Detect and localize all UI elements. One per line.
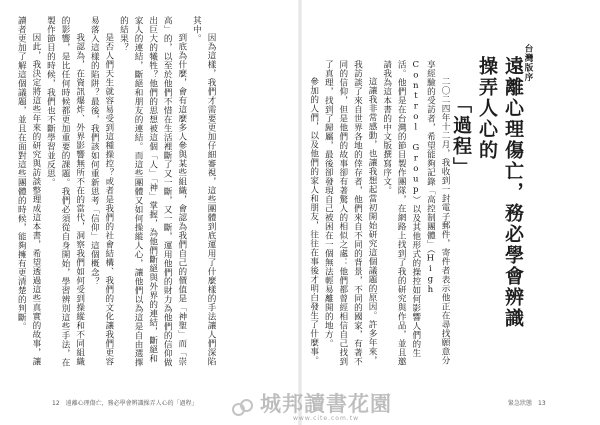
left-page-body: [16, 16, 218, 368]
watermark-url: www.cite.com.tw: [293, 415, 359, 422]
title-line-2: 「過程」: [450, 94, 472, 178]
right-paragraph: 參加的人們，以及他們的家人和朋友，往往在事後才明白發生了什麼事。: [308, 77, 319, 366]
left-paragraph: 我認為，在資訊爆炸、外界影響無所不在的當代，洞察我們如何受到操縱和不同組織的影響，是比任何時候都更加重要的課題。我們必須從自身開始，學習辨別這些手法，在製作節目的時候，我們也不斷學習並反思。: [45, 16, 85, 367]
watermark-text: [260, 394, 392, 422]
column-label: 台灣版序: [523, 44, 533, 82]
right-page-footer: 緊急狀態 13: [508, 400, 546, 407]
left-page-footer: 12 遠離心理傷亡，務必學會辨識操弄人心的「過程」: [52, 400, 198, 407]
article-title: [450, 56, 526, 346]
watermark: [232, 394, 392, 422]
left-paragraph: 因此，我決定將這些年來的研究與訪談整理成這本書，希望透過這些真實的故事，讓讀者更加了解這個議題，並且在面對這些團體的時候，能夠擁有更清楚的判斷。: [16, 16, 41, 367]
title-line-1: 遠離心理傷亡，務必學會辨識操弄人心的: [476, 56, 524, 329]
right-paragraph: 這讓我非常感動，也讓我想起當初開始研究這個議題的原因。許多年來，我訪談了來自世界各地的倖存者，他們來自不同的背景，不同的國家，有著不同的信仰，但是他們的故事卻有著驚人的相似之處：他們都曾經相信自己找到了真理，找到了歸屬，最後卻發現自己被困在一個無法輕易離開的地方。: [323, 60, 378, 366]
left-paragraph: 因為這樣，我們才需要更加仔細審視，這些團體到底運用了什麼樣的手法讓人們深陷其中。: [191, 16, 216, 367]
watermark-name: 城邦讀書花園: [260, 392, 392, 416]
right-page-body: [302, 60, 452, 372]
left-paragraph: 到底為什麼，會有這麼多人參與某些組織，會認為我們自己的價值是「神聖」而「崇高」的，以至於他們不惜在生活裡斷了又一斷，又一斷，運用他們的財力為他們的信仰做出巨大的犧牲？他們的思想被這個「人」「神」掌握，為他們斷絕與外界的連結，斷絕和家人的連結，斷絕和朋友的連結。而這些團體又如何操縱人心，讓他們以為這是自由選擇的結果？: [118, 16, 187, 367]
left-paragraph: 是否人們天生就容易受到這種操控？或者是我們的社會結構、我們的文化讓我們更容易落入這樣的陷阱？最後，我們該如何重新思考「信仰」這個概念？: [89, 16, 114, 367]
watermark-logo-icon: [232, 399, 254, 417]
right-paragraph: 二〇二四年十二月，我收到一封電子郵件，寄件者表示他正在尋找願意分享經驗的受訪者，希望能夠記錄「高控制團體」（High Control Group）以及其他形式的操控如何影響人們的生活。他們是在台灣的節目製作團隊，在網路上找到了我的研究與作品，並且邀請我為這本書的中文版撰寫序文。: [381, 60, 450, 366]
